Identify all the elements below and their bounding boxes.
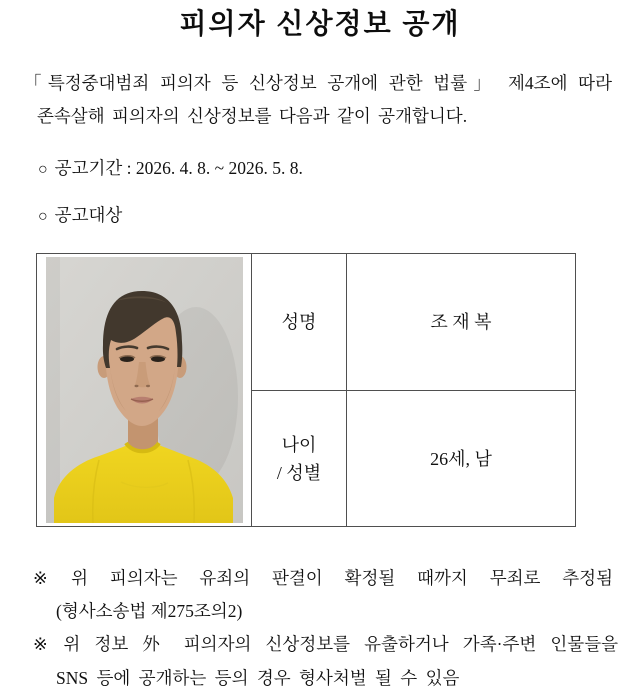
- name-label: 성명: [281, 312, 317, 332]
- age-sex-label-line1: 나이: [281, 434, 317, 455]
- presumption-of-innocence-note: [33, 567, 613, 589]
- notice-subject-item: [38, 202, 122, 227]
- age-sex-value: 26세, 남: [430, 448, 492, 469]
- presumption-note-citation: (형사소송법 제275조의2): [56, 601, 243, 621]
- notice-subject-text: 공고대상: [54, 205, 123, 225]
- age-sex-value-cell: [346, 390, 575, 526]
- suspect-info-table: [36, 253, 576, 527]
- name-label-cell: [251, 254, 346, 390]
- photo-cell: [37, 254, 251, 526]
- circle-bullet-icon: ○: [38, 161, 48, 178]
- notice-period-item: [38, 155, 303, 180]
- age-sex-label-line2: / 성별: [276, 462, 322, 483]
- warning-note-text: 위 정보 外 피의자의 신상정보를 유출하거나 가족·주변 인물들을: [63, 634, 618, 654]
- disclosure-warning-note-line2: SNS 등에 공개하는 등의 경우 형사처벌 될 수 있음: [56, 668, 460, 688]
- reference-mark-icon: ※: [33, 634, 58, 654]
- presumption-note-text: 위 피의자는 유죄의 판결이 확정될 때까지 무죄로 추정됨: [71, 568, 613, 588]
- circle-bullet-icon: ○: [38, 208, 48, 225]
- name-value: 조 재 복: [430, 312, 492, 332]
- disclosure-warning-note: [33, 633, 618, 655]
- suspect-mugshot-photo: [46, 257, 243, 523]
- intro-paragraph-line2: 존속살해 피의자의 신상정보를 다음과 같이 공개합니다.: [37, 106, 468, 126]
- intro-paragraph-line1: 「특정중대범죄 피의자 등 신상정보 공개에 관한 법률」 제4조에 따라: [24, 73, 612, 93]
- suspect-portrait-illustration: [46, 257, 243, 523]
- name-value-cell: [346, 254, 575, 390]
- age-sex-label-cell: [251, 390, 346, 526]
- page-title: 피의자 신상정보 공개: [179, 8, 461, 39]
- reference-mark-icon: ※: [33, 568, 66, 588]
- notice-period-text: 공고기간 : 2026. 4. 8. ~ 2026. 5. 8.: [54, 158, 303, 178]
